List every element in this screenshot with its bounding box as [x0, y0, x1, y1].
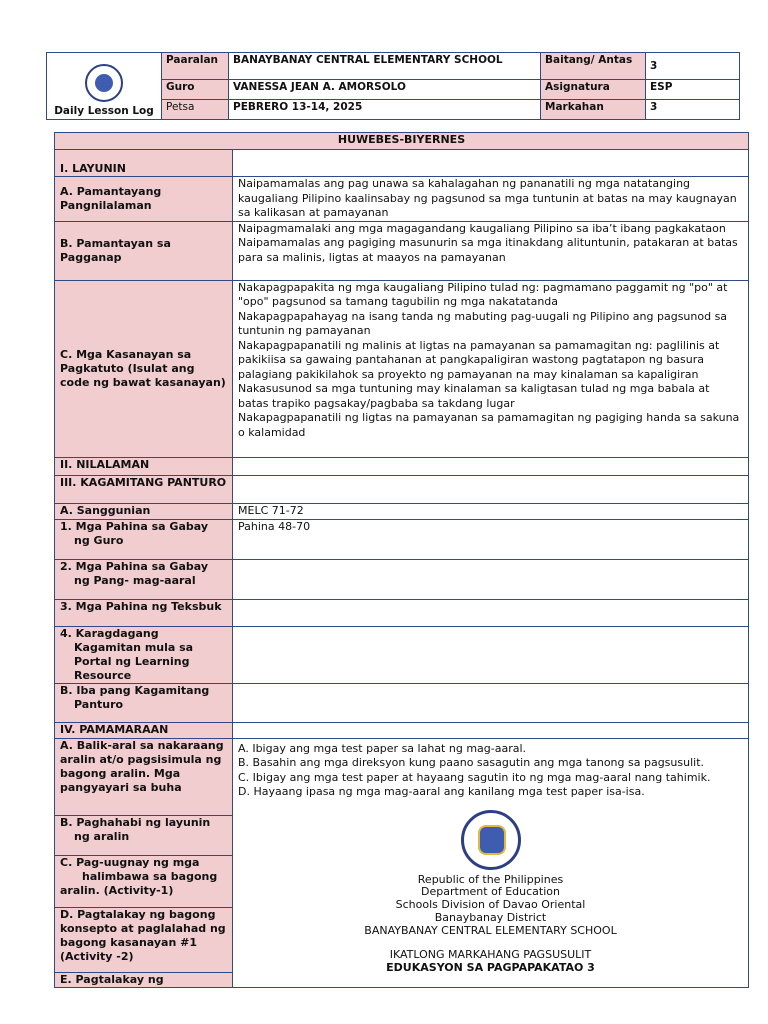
gabay-mag-label-1: 2. Mga Pahina sa Gabay [60, 559, 208, 573]
paghahabi-label-2: ng aralin [74, 829, 130, 843]
header-table [46, 52, 740, 120]
date-value: PEBRERO 13-14, 2025 [229, 100, 541, 120]
gabay-mag-label [55, 559, 233, 599]
grade-label: Baitang/ Antas [541, 53, 646, 80]
layunin-value [233, 150, 749, 177]
day-title: HUWEBES-BIYERNES [55, 133, 749, 150]
pamantayang-text: Naipamamalas ang pag unawa sa kahalagahan ng pananatili ng mga natatanging kaugaliang Pilipino kaalinsabay ng pagsunod sa mga tuntunin at batas na may kaugnayan sa kalikasan at pamayanan [233, 177, 749, 222]
teacher-label: Guro [162, 80, 229, 100]
quarter-label: Markahan [541, 100, 646, 120]
kasanayan-cell [233, 280, 749, 457]
iba-label-1: B. Iba pang Kagamitang [60, 683, 210, 697]
pagganap-line-1: Naipagmamalaki ang mga magagandang kaugaliang Pilipino sa iba’t ibang pagkakataon [238, 221, 726, 235]
pagganap-label: B. Pamantayan sa Pagganap [55, 221, 233, 280]
pamantayang-label: A. Pamantayang Pangnilalaman [55, 177, 233, 222]
pag-uugnay-label-3: aralin. (Activity-1) [60, 883, 174, 897]
log-title: Daily Lesson Log [54, 105, 154, 117]
exam-header-line-3: Schools Division of Davao Oriental [395, 898, 586, 912]
exam-header-line-1: Republic of the Philippines [417, 872, 564, 886]
kasanayan-5: Nakapagpapanatili ng ligtas na pamayanan sa pamamagitan ng pagiging handa sa sakuna o kalamidad [238, 411, 740, 439]
iba-value [233, 683, 749, 722]
procedure-cell [233, 738, 749, 987]
quarter-value: 3 [646, 100, 740, 120]
pagganap-line-2: Naipamamalas ang pagiging masunurin sa mga itinakdang alituntunin, patakaran at batas para sa malinis, ligtas at maayos na pamayanan [238, 236, 738, 264]
pamamaraan-value [233, 722, 749, 738]
date-label: Petsa [162, 100, 229, 120]
karagdagang-label [55, 626, 233, 683]
sanggunian-label: A. Sanggunian [55, 503, 233, 519]
exam-header-line-5: BANAYBANAY CENTRAL ELEMENTARY SCHOOL [364, 923, 617, 937]
kasanayan-3: Nakapagpapanatili ng malinis at ligtas na pamayanan sa pamamagitan ng: paglilinis at pakikiisa sa gawaing pantahanan at pangkapaligiran wastong pagtatapon ng basura palagiang pakikilahok sa proyekto ng pamayanan na may kinalaman sa kapaligiran [238, 338, 720, 381]
kasanayan-label: C. Mga Kasanayan sa Pagkatuto (Isulat ang code ng bawat kasanayan) [55, 280, 233, 457]
pag-uugnay-label-2: halimbawa sa bagong [82, 869, 218, 883]
subject-value: ESP [646, 80, 740, 100]
gabay-guro-value: Pahina 48-70 [233, 519, 749, 559]
gabay-guro-label [55, 519, 233, 559]
nilalaman-value [233, 457, 749, 475]
kasanayan-2: Nakapagpapahayag na isang tanda ng mabuting pag-uugali ng Pilipino ang pagsunod sa tuntunin ng pamayanan [238, 309, 728, 337]
nilalaman-label: II. NILALAMAN [55, 457, 233, 475]
kagamitan-value [233, 475, 749, 503]
grade-value: 3 [646, 53, 740, 80]
teacher-name: VANESSA JEAN A. AMORSOLO [229, 80, 541, 100]
kagamitan-label: III. KAGAMITANG PANTURO [55, 475, 233, 503]
school-label: Paaralan [162, 53, 229, 80]
school-name: BANAYBANAY CENTRAL ELEMENTARY SCHOOL [229, 53, 541, 80]
exam-header [238, 810, 743, 976]
deped-seal-icon [85, 64, 123, 102]
paghahabi-label [55, 815, 233, 855]
lesson-table [54, 132, 749, 988]
procedure-step-c: C. Ibigay ang mga test paper at hayaang sagutin ito ng mga mag-aaral nang tahimik. [238, 770, 711, 784]
gabay-mag-label-2: ng Pang- mag-aaral [74, 573, 196, 587]
subject-label: Asignatura [541, 80, 646, 100]
balik-aral-label: A. Balik-aral sa nakaraang aralin at/o pagsisimula ng bagong aralin. Mga pangyayari sa buha [55, 738, 233, 815]
exam-header-line-2: Department of Education [421, 885, 560, 899]
paghahabi-label-1: B. Paghahabi ng layunin [60, 815, 211, 829]
iba-label [55, 683, 233, 722]
gabay-mag-value [233, 559, 749, 599]
pag-uugnay-label-1: C. Pag-uugnay ng mga [60, 855, 200, 869]
deped-seal-icon [461, 810, 521, 870]
karagdagang-value [233, 626, 749, 683]
pagtalakay-label: D. Pagtalakay ng bagong konsepto at paglalahad ng bagong kasanayan #1 (Activity -2) [55, 907, 233, 972]
karagdagang-label-2: Kagamitan mula sa Portal ng Learning Resource [74, 640, 194, 682]
pagganap-cell [233, 221, 749, 280]
exam-header-line-6: IKATLONG MARKAHANG PAGSUSULIT [389, 948, 592, 962]
exam-header-line-7: EDUKASYON SA PAGPAPAKATAO 3 [386, 961, 595, 975]
exam-header-line-4: Banaybanay District [434, 910, 547, 924]
pagtalakay2-label: E. Pagtalakay ng [55, 972, 233, 987]
kasanayan-1: Nakapagpapakita ng mga kaugaliang Pilipino tulad ng: pagmamano paggamit ng "po" at "opo" pagsunod sa tamang tagubilin ng mga nakatatanda [238, 280, 728, 308]
iba-label-2: Panturo [74, 697, 124, 711]
procedure-step-a: A. Ibigay ang mga test paper sa lahat ng mag-aaral. [238, 741, 527, 755]
gabay-guro-label-1: 1. Mga Pahina sa Gabay [60, 519, 208, 533]
procedure-step-d: D. Hayaang ipasa ng mga mag-aaral ang kanilang mga test paper isa-isa. [238, 785, 645, 798]
kasanayan-4: Nakasusunod sa mga tuntuning may kinalaman sa kaligtasan tulad ng mga babala at batas trapiko pagsakay/pagbaba sa takdang lugar [238, 382, 710, 410]
pag-uugnay-label [55, 855, 233, 907]
karagdagang-label-1: 4. Karagdagang [60, 626, 159, 640]
teksbuk-label: 3. Mga Pahina ng Teksbuk [55, 599, 233, 626]
teksbuk-value [233, 599, 749, 626]
logo-cell [47, 53, 162, 120]
pamamaraan-label: IV. PAMAMARAAN [55, 722, 233, 738]
gabay-guro-label-2: ng Guro [74, 533, 124, 547]
layunin-label: I. LAYUNIN [55, 150, 233, 177]
procedure-step-b: B. Basahin ang mga direksyon kung paano sasagutin ang mga tanong sa pagsusulit. [238, 756, 705, 769]
sanggunian-value: MELC 71-72 [233, 503, 749, 519]
